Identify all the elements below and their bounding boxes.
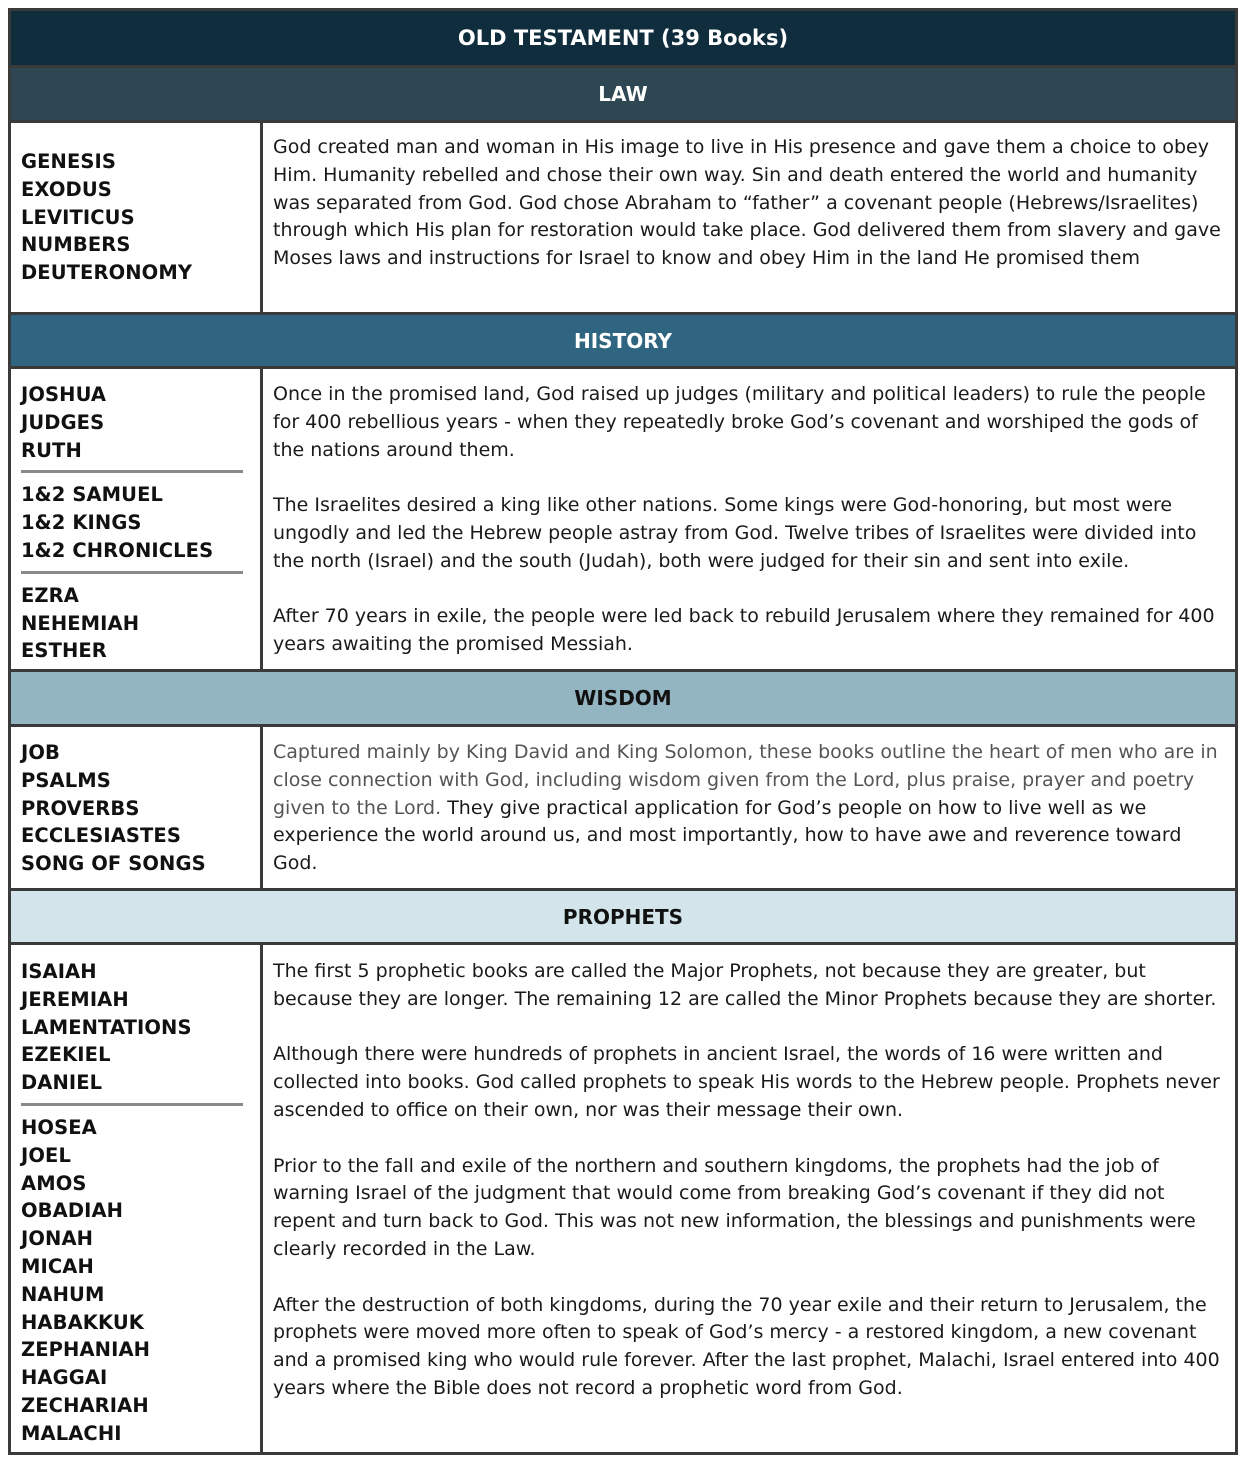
column-divider xyxy=(260,123,263,312)
wisdom-book-list xyxy=(21,739,243,878)
divider xyxy=(11,120,1235,123)
book-name: HAGGAI xyxy=(21,1366,108,1390)
book-name: JEREMIAH xyxy=(21,987,129,1011)
book-name: ECCLESIASTES xyxy=(21,824,181,848)
column-divider xyxy=(260,727,263,888)
group-separator xyxy=(21,1103,243,1106)
prophets-book-list xyxy=(21,958,243,1448)
book-name: ISAIAH xyxy=(21,960,97,983)
book-name: PSALMS xyxy=(21,768,111,792)
book-name: HABAKKUK xyxy=(21,1310,144,1334)
table-title: OLD TESTAMENT (39 Books) xyxy=(11,11,1235,65)
book-name: ESTHER xyxy=(21,639,107,663)
old-testament-table xyxy=(8,8,1238,1455)
book-name: DANIEL xyxy=(21,1071,103,1095)
divider xyxy=(11,942,1235,945)
section-header-prophets: PROPHETS xyxy=(11,891,1235,942)
book-name: ZEPHANIAH xyxy=(21,1338,151,1362)
book-name: RUTH xyxy=(21,438,82,462)
history-book-list xyxy=(21,381,243,665)
prophets-description xyxy=(273,958,1228,1403)
book-name: AMOS xyxy=(21,1171,87,1195)
group-separator xyxy=(21,470,243,473)
book-name: MICAH xyxy=(21,1254,94,1278)
section-header-wisdom: WISDOM xyxy=(11,672,1235,724)
description-paragraph: Once in the promised land, God raised up judges (military and political leaders) to rule the people for 400 rebellious years - when they repeatedly broke God’s covenant and worshiped the gods of the nations around them. xyxy=(273,383,1206,461)
book-name: HOSEA xyxy=(21,1115,97,1139)
book-name: JONAH xyxy=(21,1227,94,1251)
book-name: EZEKIEL xyxy=(21,1043,111,1067)
book-name: NUMBERS xyxy=(21,233,131,257)
description-paragraph: The first 5 prophetic books are called the Major Prophets, not because they are greater, but because they are longer. The remaining 12 are called the Minor Prophets because they are shorter. xyxy=(273,960,1217,1010)
law-book-list xyxy=(21,148,243,287)
description-paragraph: Although there were hundreds of prophets in ancient Israel, the words of 16 were written and collected into books. God called prophets to speak His words to the Hebrew people. Prophets never ascended to office on their own, nor was their message their own. xyxy=(273,1043,1220,1121)
wisdom-description xyxy=(273,739,1228,878)
description-paragraph: After 70 years in exile, the people were led back to rebuild Jerusalem where they remained for 400 years awaiting the promised Messiah. xyxy=(273,605,1215,656)
description-paragraph: God created man and woman in His image to live in His presence and gave them a choice to obey Him. Humanity rebelled and chose their own way. Sin and death entered the world and humanity was separated from God. God chose Abraham to “father” a covenant people (Hebrews/Israelites) through which His plan for restoration would take place. God delivered them from slavery and gave Moses laws and instructions for Israel to know and obey Him in the land He promised them xyxy=(273,136,1221,270)
book-name: EXODUS xyxy=(21,177,112,201)
description-paragraph: The Israelites desired a king like other nations. Some kings were God-honoring, but most were ungodly and led the Hebrew people astray from God. Twelve tribes of Israelites were divided into the north (Israel) and the south (Judah), both were judged for their sin and sent into exile. xyxy=(273,494,1197,572)
description-paragraph: Prior to the fall and exile of the northern and southern kingdoms, the prophets had the job of warning Israel of the judgment that would come from breaking God’s covenant if they did not repent and turn back to God. This was not new information, the blessings and punishments were clearly recorded in the Law. xyxy=(273,1154,1196,1260)
section-header-history: HISTORY xyxy=(11,315,1235,366)
book-name: PROVERBS xyxy=(21,796,140,820)
book-name: MALACHI xyxy=(21,1421,122,1445)
description-text-muted: Captured mainly by King David and King Solomon, these books outline the heart of men who are in close connection with God, including wisdom given from the Lord, plus praise, prayer and poetry given to the Lord. xyxy=(273,741,1218,819)
law-description xyxy=(273,134,1228,273)
book-name: NEHEMIAH xyxy=(21,611,140,635)
book-name: LAMENTATIONS xyxy=(21,1015,192,1039)
book-name: 1&2 CHRONICLES xyxy=(21,538,214,562)
book-name: JOB xyxy=(21,741,60,764)
book-name: OBADIAH xyxy=(21,1199,124,1223)
book-name: 1&2 SAMUEL xyxy=(21,483,164,507)
column-divider xyxy=(260,945,263,1455)
book-name: SONG OF SONGS xyxy=(21,852,206,876)
history-description xyxy=(273,381,1228,659)
divider xyxy=(11,724,1235,727)
section-header-law: LAW xyxy=(11,68,1235,120)
book-name: JUDGES xyxy=(21,410,105,434)
book-name: JOEL xyxy=(21,1143,71,1167)
description-text: They give practical application for God’s people on how to live well as we experience the world around us, and most importantly, how to have awe and reverence toward God. xyxy=(273,796,1182,875)
book-name: NAHUM xyxy=(21,1282,105,1306)
group-separator xyxy=(21,571,243,574)
description-paragraph: After the destruction of both kingdoms, during the 70 year exile and their return to Jerusalem, the prophets were moved more often to speak of God’s mercy - a restored kingdom, a new covenant and a promised king who would rule forever. After the last prophet, Malachi, Israel entered into 400 years where the Bible does not record a prophetic word from God. xyxy=(273,1293,1220,1399)
book-name: JOSHUA xyxy=(21,383,107,406)
description-paragraph xyxy=(273,739,1228,878)
book-name: EZRA xyxy=(21,583,79,607)
column-divider xyxy=(260,369,263,669)
book-name: GENESIS xyxy=(21,150,117,173)
book-name: LEVITICUS xyxy=(21,205,135,229)
book-name: 1&2 KINGS xyxy=(21,511,142,535)
divider xyxy=(11,366,1235,369)
book-name: DEUTERONOMY xyxy=(21,261,193,285)
book-name: ZECHARIAH xyxy=(21,1393,149,1417)
